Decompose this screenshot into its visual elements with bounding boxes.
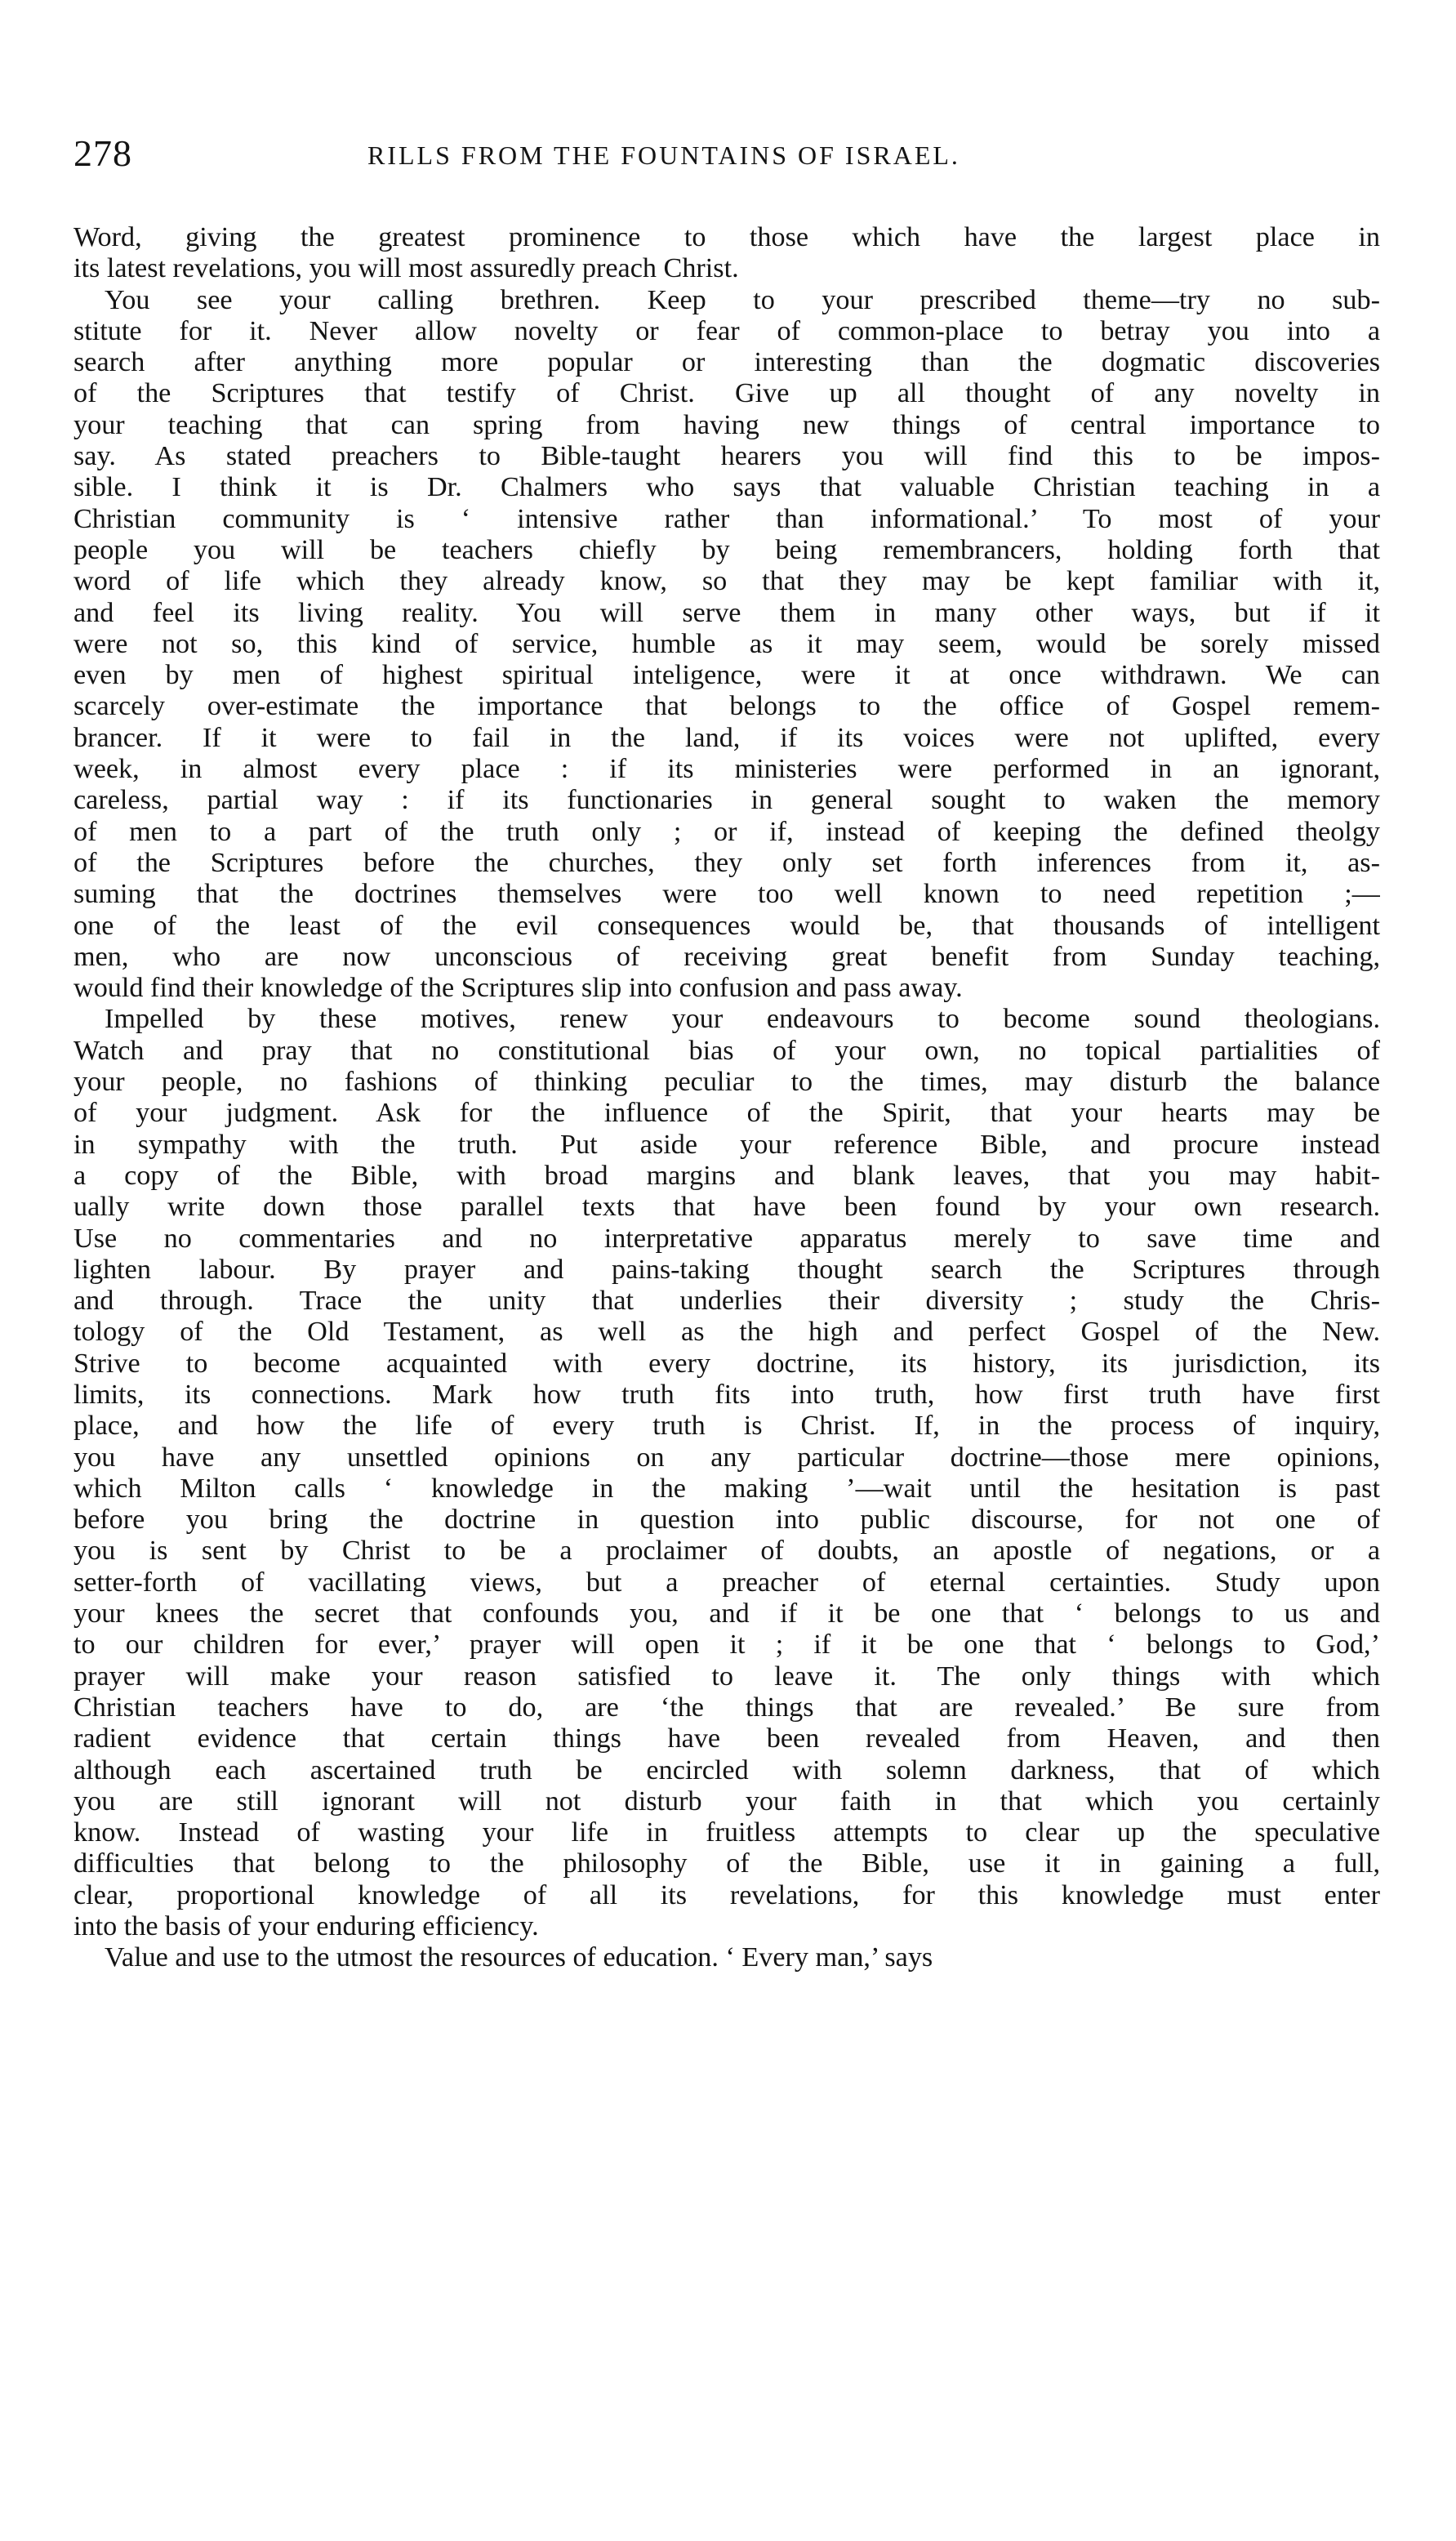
running-title: RILLS FROM THE FOUNTAINS OF ISRAEL. xyxy=(367,140,960,170)
text-line: Christian community is ‘ intensive rather than informational.’ To most of your xyxy=(73,503,1380,534)
running-head xyxy=(73,131,1380,180)
text-line: word of life which they already know, so that they may be kept familiar with it, xyxy=(73,566,1380,597)
text-line: which Milton calls ‘ knowledge in the making ’—wait until the hesitation is past xyxy=(73,1473,1380,1504)
text-line: people you will be teachers chiefly by being remembrancers, holding forth that xyxy=(73,534,1380,565)
text-line: Word, giving the greatest prominence to those which have the largest place in xyxy=(73,222,1380,252)
text-line: one of the least of the evil consequences would be, that thousands of intelligent xyxy=(73,910,1380,941)
text-line: place, and how the life of every truth is Christ. If, in the process of inquiry, xyxy=(73,1411,1380,1442)
text-line: sible. I think it is Dr. Chalmers who says that valuable Christian teaching in a xyxy=(73,472,1380,503)
text-line: careless, partial way : if its functionaries in general sought to waken the memory xyxy=(73,785,1380,816)
paragraph-3 xyxy=(73,1004,1380,1942)
text-line: would find their knowledge of the Scriptures slip into confusion and pass away. xyxy=(73,973,963,1004)
text-line: know. Instead of wasting your life in fruitless attempts to clear up the speculative xyxy=(73,1817,1380,1848)
page-number: 278 xyxy=(73,132,132,174)
text-line: scarcely over-estimate the importance that belongs to the office of Gospel remem- xyxy=(73,691,1380,722)
text-line: prayer will make your reason satisfied to leave it. The only things with which xyxy=(73,1661,1380,1692)
text-line: even by men of highest spiritual inteligence, were it at once withdrawn. We can xyxy=(73,660,1380,691)
text-line: before you bring the doctrine in question into public discourse, for not one of xyxy=(73,1505,1380,1536)
text-line: you have any unsettled opinions on any particular doctrine—those mere opinions, xyxy=(73,1442,1380,1473)
text-line: of the Scriptures before the churches, they only set forth inferences from it, as- xyxy=(73,847,1380,878)
text-line: setter-forth of vacillating views, but a preacher of eternal certainties. Study upon xyxy=(73,1567,1380,1598)
text-line: ually write down those parallel texts that have been found by your own research. xyxy=(73,1192,1380,1223)
body-text xyxy=(73,222,1380,1974)
text-line: to our children for ever,’ prayer will open it ; if it be one that ‘ belongs to God,’ xyxy=(73,1629,1380,1661)
text-line: your teaching that can spring from having new things of central importance to xyxy=(73,409,1380,440)
text-line: men, who are now unconscious of receiving great benefit from Sunday teaching, xyxy=(73,941,1380,972)
paragraph-1 xyxy=(73,222,1380,285)
text-line: and through. Trace the unity that underlies their diversity ; study the Chris- xyxy=(73,1286,1380,1317)
text-line: brancer. If it were to fail in the land, if its voices were not uplifted, every xyxy=(73,722,1380,753)
text-line: Impelled by these motives, renew your endeavours to become sound theologians. xyxy=(105,1004,1380,1035)
paragraph-4 xyxy=(73,1942,1380,1973)
text-line: limits, its connections. Mark how truth fits into truth, how first truth have first xyxy=(73,1379,1380,1410)
text-line: Use no commentaries and no interpretative apparatus merely to save time and xyxy=(73,1223,1380,1254)
text-line: stitute for it. Never allow novelty or fear of common-place to betray you into a xyxy=(73,315,1380,346)
text-line: your knees the secret that confounds you, and if it be one that ‘ belongs to us and xyxy=(73,1598,1380,1629)
text-line: were not so, this kind of service, humble as it may seem, would be sorely missed xyxy=(73,628,1380,659)
text-line: difficulties that belong to the philosophy of the Bible, use it in gaining a full, xyxy=(73,1848,1380,1879)
text-line: Strive to become acquainted with every doctrine, its history, its jurisdiction, its xyxy=(73,1348,1380,1379)
text-line: clear, proportional knowledge of all its revelations, for this knowledge must enter xyxy=(73,1879,1380,1910)
text-line: of men to a part of the truth only ; or if, instead of keeping the defined theolgy xyxy=(73,816,1380,847)
text-line: week, in almost every place : if its ministeries were performed in an ignorant, xyxy=(73,754,1380,785)
text-line: a copy of the Bible, with broad margins and blank leaves, that you may habit- xyxy=(73,1160,1380,1191)
text-line: its latest revelations, you will most assuredly preach Christ. xyxy=(73,253,739,284)
text-line: you are still ignorant will not disturb your faith in that which you certainly xyxy=(73,1785,1380,1817)
text-line: radient evidence that certain things have been revealed from Heaven, and then xyxy=(73,1723,1380,1754)
text-line: although each ascertained truth be encircled with solemn darkness, that of which xyxy=(73,1754,1380,1785)
text-line: Watch and pray that no constitutional bias of your own, no topical partialities of xyxy=(73,1035,1380,1066)
paragraph-2 xyxy=(73,285,1380,1005)
text-line: Value and use to the utmost the resources of education. ‘ Every man,’ says xyxy=(105,1942,933,1973)
text-line: into the basis of your enduring efficiency. xyxy=(73,1911,539,1942)
text-line: and feel its living reality. You will serve them in many other ways, but if it xyxy=(73,597,1380,628)
text-line: lighten labour. By prayer and pains-taking thought search the Scriptures through xyxy=(73,1254,1380,1285)
text-line: your people, no fashions of thinking peculiar to the times, may disturb the balance xyxy=(73,1067,1380,1098)
text-line: of the Scriptures that testify of Christ. Give up all thought of any novelty in xyxy=(73,378,1380,409)
text-line: tology of the Old Testament, as well as the high and perfect Gospel of the New. xyxy=(73,1317,1380,1348)
text-line: you is sent by Christ to be a proclaimer of doubts, an apostle of negations, or a xyxy=(73,1536,1380,1567)
text-line: say. As stated preachers to Bible-taught hearers you will find this to be impos- xyxy=(73,441,1380,472)
text-line: You see your calling brethren. Keep to your prescribed theme—try no sub- xyxy=(105,284,1380,315)
text-line: Christian teachers have to do, are ‘the things that are revealed.’ Be sure from xyxy=(73,1692,1380,1723)
text-line: suming that the doctrines themselves were too well known to need repetition ;— xyxy=(73,879,1380,910)
text-line: of your judgment. Ask for the influence of the Spirit, that your hearts may be xyxy=(73,1098,1380,1129)
text-line: in sympathy with the truth. Put aside your reference Bible, and procure instead xyxy=(73,1129,1380,1160)
text-line: search after anything more popular or interesting than the dogmatic discoveries xyxy=(73,347,1380,378)
